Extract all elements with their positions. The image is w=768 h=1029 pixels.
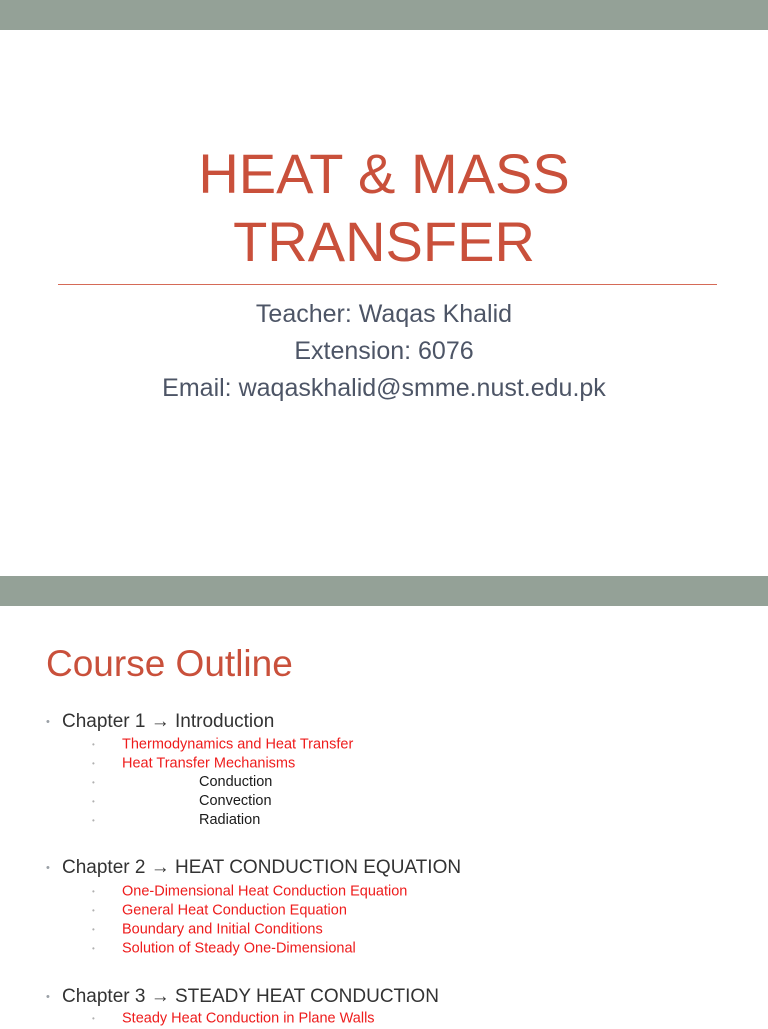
- outline-slide: [0, 606, 768, 1027]
- list-item: • General Heat Conduction Equation: [92, 902, 347, 919]
- chapter-heading: [46, 985, 439, 1009]
- chapter-heading-text: Chapter 3 → STEADY HEAT CONDUCTION: [62, 986, 439, 1008]
- chapter-heading-text: Chapter 1 → Introduction: [62, 711, 275, 733]
- list-item: • Thermodynamics and Heat Transfer: [92, 736, 354, 753]
- list-item: • Heat Transfer Mechanisms: [92, 755, 296, 772]
- title-line-1: HEAT & MASS: [198, 142, 570, 205]
- bullet-icon: •: [92, 906, 95, 915]
- presentation-title: [0, 140, 768, 276]
- bullet-icon: •: [92, 778, 95, 787]
- outline-title: Course Outline: [46, 643, 293, 684]
- bullet-icon: •: [92, 797, 95, 806]
- bullet-icon: •: [92, 759, 95, 768]
- bullet-icon: •: [92, 1014, 95, 1023]
- title-line-2: TRANSFER: [233, 210, 535, 273]
- bullet-icon: •: [92, 816, 95, 825]
- top-band: [0, 0, 768, 30]
- bullet-icon: •: [92, 740, 95, 749]
- chapter-heading-text: Chapter 2 → HEAT CONDUCTION EQUATION: [62, 857, 462, 879]
- list-item: • Steady Heat Conduction in Plane Walls: [92, 1010, 375, 1027]
- bullet-icon: •: [46, 716, 50, 728]
- slide-separator-band: [0, 576, 768, 606]
- bullet-icon: •: [92, 944, 95, 953]
- chapter-heading: [46, 710, 274, 734]
- list-item: • One-Dimensional Heat Conduction Equation: [92, 883, 408, 900]
- title-divider: [58, 284, 717, 285]
- list-item: • Convection: [92, 793, 272, 810]
- list-item: • Solution of Steady One-Dimensional: [92, 940, 356, 957]
- bullet-icon: •: [92, 925, 95, 934]
- bullet-icon: •: [46, 991, 50, 1003]
- contact-info: [0, 296, 768, 407]
- title-slide: [0, 30, 768, 576]
- teacher-name: Teacher: Waqas Khalid: [255, 300, 513, 328]
- list-item: • Conduction: [92, 774, 273, 791]
- list-item: • Radiation: [92, 812, 261, 829]
- extension-number: Extension: 6076: [294, 337, 474, 365]
- chapter-heading: [46, 856, 461, 880]
- bullet-icon: •: [46, 862, 50, 874]
- bullet-icon: •: [92, 887, 95, 896]
- list-item: • Boundary and Initial Conditions: [92, 921, 323, 938]
- email-address: Email: waqaskhalid@smme.nust.edu.pk: [162, 374, 606, 402]
